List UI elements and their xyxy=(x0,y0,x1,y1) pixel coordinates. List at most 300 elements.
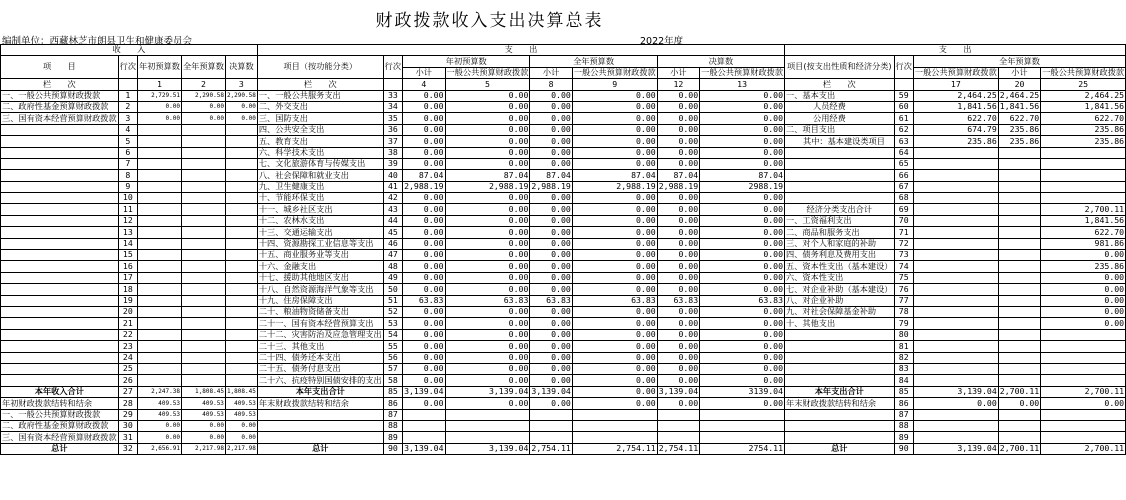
amount-cell: 0.00 xyxy=(572,284,657,295)
amount-cell: 0.00 xyxy=(572,147,657,158)
amount-cell: 0.00 xyxy=(403,215,445,226)
row-number: 57 xyxy=(383,363,402,374)
amount-cell: 0.00 xyxy=(403,147,445,158)
amount-cell xyxy=(1041,329,1126,340)
row-number: 49 xyxy=(383,272,402,283)
row-number: 71 xyxy=(894,227,913,238)
row-number: 5 xyxy=(118,136,137,147)
column-row-label: 栏 次 xyxy=(1,79,119,90)
amount-cell: 0.00 xyxy=(1041,318,1126,329)
amount-cell: 0.00 xyxy=(530,352,572,363)
amount-cell xyxy=(1041,341,1126,352)
amount-cell xyxy=(913,193,998,204)
amount-cell: 0.00 xyxy=(225,420,257,431)
amount-cell xyxy=(913,363,998,374)
table-row xyxy=(1,352,1126,363)
amount-cell: 0.00 xyxy=(445,272,530,283)
row-label xyxy=(785,420,894,431)
amount-cell: 2,988.19 xyxy=(572,181,657,192)
row-number: 76 xyxy=(894,284,913,295)
amount-cell xyxy=(913,341,998,352)
amount-cell xyxy=(1041,409,1126,420)
amount-cell: 0.00 xyxy=(530,136,572,147)
item-header: 项 目 xyxy=(1,56,119,79)
amount-cell xyxy=(913,375,998,386)
amount-cell: 3139.04 xyxy=(700,386,785,397)
amount-cell xyxy=(998,238,1040,249)
amount-cell: 0.00 xyxy=(530,227,572,238)
row-number: 16 xyxy=(118,261,137,272)
amount-cell: 409.53 xyxy=(138,398,182,409)
amount-cell: 0.00 xyxy=(403,136,445,147)
row-number: 17 xyxy=(118,272,137,283)
row-no-header-2: 行次 xyxy=(383,56,402,79)
col-no-2: 2 xyxy=(181,79,225,90)
amount-cell: 0.00 xyxy=(572,341,657,352)
amount-cell: 87.04 xyxy=(700,170,785,181)
amount-cell xyxy=(225,215,257,226)
amount-cell: 0.00 xyxy=(445,215,530,226)
row-number: 58 xyxy=(383,375,402,386)
report-year: 2022年度 xyxy=(640,36,684,47)
amount-cell xyxy=(657,420,699,431)
amount-cell: 0.00 xyxy=(181,432,225,443)
amount-cell: 1,841.56 xyxy=(999,101,1040,112)
amount-cell xyxy=(998,409,1040,420)
amount-cell: 0.00 xyxy=(572,101,657,112)
amount-cell: 2,290.58 xyxy=(181,90,225,101)
table-row xyxy=(1,386,1126,397)
amount-cell xyxy=(700,409,785,420)
amount-cell: 2,656.91 xyxy=(138,443,182,454)
amount-cell xyxy=(225,295,257,306)
amount-cell xyxy=(998,329,1040,340)
row-number: 73 xyxy=(894,250,913,261)
row-number: 54 xyxy=(383,329,402,340)
row-label: 总计 xyxy=(785,443,894,454)
amount-cell: 0.00 xyxy=(181,113,225,124)
row-number: 34 xyxy=(383,101,402,112)
amount-cell: 0.00 xyxy=(572,136,657,147)
row-label xyxy=(1,250,119,261)
amount-cell: 0.00 xyxy=(403,90,445,101)
table-row xyxy=(1,341,1126,352)
row-number: 7 xyxy=(118,158,137,169)
row-label xyxy=(1,238,119,249)
amount-cell xyxy=(913,295,998,306)
amount-cell xyxy=(913,250,998,261)
amount-cell xyxy=(138,363,182,374)
amount-cell xyxy=(181,250,225,261)
amount-cell: 0.00 xyxy=(530,306,572,317)
table-row xyxy=(1,306,1126,317)
row-number: 67 xyxy=(894,181,913,192)
table-row xyxy=(1,158,1126,169)
row-label: 二十五、债务付息支出 xyxy=(257,363,383,374)
amount-cell: 0.00 xyxy=(445,284,530,295)
amount-cell: 0.00 xyxy=(572,238,657,249)
amount-cell: 0.00 xyxy=(657,193,699,204)
amount-cell: 1,808.45 xyxy=(225,386,257,397)
table-row xyxy=(1,284,1126,295)
amount-cell xyxy=(225,204,257,215)
amount-cell: 0.00 xyxy=(572,272,657,283)
amount-cell: 0.00 xyxy=(445,318,530,329)
row-label: 七、对企业补助（基本建设） xyxy=(786,283,893,294)
amount-cell: 235.86 xyxy=(998,136,1040,147)
amount-cell xyxy=(225,170,257,181)
budget-table xyxy=(0,44,1126,455)
amount-cell: 0.00 xyxy=(225,432,257,443)
amount-cell xyxy=(225,193,257,204)
amount-cell: 63.83 xyxy=(657,295,699,306)
amount-cell: 0.00 xyxy=(700,136,785,147)
amount-cell xyxy=(138,306,182,317)
init-budget-header: 年初预算数 xyxy=(138,56,182,79)
amount-cell xyxy=(181,170,225,181)
col-no-4: 4 xyxy=(403,79,445,90)
amount-cell: 409.53 xyxy=(138,409,182,420)
row-label: 十五、商业服务业等支出 xyxy=(257,250,383,261)
amount-cell: 0.00 xyxy=(572,124,657,135)
amount-cell: 0.00 xyxy=(530,261,572,272)
amount-cell: 0.00 xyxy=(403,238,445,249)
row-label xyxy=(1,329,119,340)
col-no-9: 9 xyxy=(572,79,657,90)
amount-cell xyxy=(657,432,699,443)
row-label xyxy=(1,215,119,226)
amount-cell: 0.00 xyxy=(445,261,530,272)
row-label xyxy=(1,204,119,215)
amount-cell: 0.00 xyxy=(700,101,785,112)
row-label: 九、对社会保障基金补助 xyxy=(785,306,894,317)
amount-cell: 0.00 xyxy=(138,113,182,124)
amount-cell: 0.00 xyxy=(572,261,657,272)
row-number: 51 xyxy=(383,295,402,306)
amount-cell xyxy=(138,375,182,386)
amount-cell xyxy=(225,318,257,329)
amount-cell: 235.86 xyxy=(1041,261,1126,272)
amount-cell xyxy=(138,341,182,352)
row-number: 11 xyxy=(118,204,137,215)
amount-cell: 0.00 xyxy=(700,113,785,124)
amount-cell: 0.00 xyxy=(445,250,530,261)
amount-cell: 0.00 xyxy=(700,227,785,238)
amount-cell: 0.00 xyxy=(445,158,530,169)
column-row-blank-3 xyxy=(894,79,913,90)
amount-cell: 0.00 xyxy=(572,158,657,169)
table-row xyxy=(1,363,1126,374)
row-label: 七、文化旅游体育与传媒支出 xyxy=(257,158,383,169)
amount-cell: 0.00 xyxy=(403,352,445,363)
amount-cell: 0.00 xyxy=(700,306,785,317)
amount-cell xyxy=(225,306,257,317)
amount-cell: 0.00 xyxy=(530,90,572,101)
amount-cell xyxy=(138,124,182,135)
amount-cell: 0.00 xyxy=(657,363,699,374)
row-number: 1 xyxy=(118,90,137,101)
amount-cell: 0.00 xyxy=(572,375,657,386)
row-number: 40 xyxy=(383,170,402,181)
table-row xyxy=(1,193,1126,204)
amount-cell: 0.00 xyxy=(700,284,785,295)
amount-cell: 0.00 xyxy=(225,113,257,124)
row-number: 89 xyxy=(383,432,402,443)
gen-budget-header: 一般公共预算财政拨款 xyxy=(701,67,784,78)
amount-cell: 0.00 xyxy=(445,113,530,124)
table-row xyxy=(1,204,1126,215)
row-label xyxy=(1,147,119,158)
amount-cell xyxy=(181,363,225,374)
amount-cell xyxy=(225,375,257,386)
row-number: 53 xyxy=(383,318,402,329)
amount-cell xyxy=(998,352,1040,363)
row-label: 十八、自然资源海洋气象等支出 xyxy=(257,284,383,295)
amount-cell: 0.00 xyxy=(572,318,657,329)
amount-cell: 2,988.19 xyxy=(658,181,699,192)
amount-cell xyxy=(998,318,1040,329)
amount-cell xyxy=(225,329,257,340)
row-label: 公用经费 xyxy=(785,113,894,124)
col-no-3: 3 xyxy=(225,79,257,90)
row-label: 三、国防支出 xyxy=(257,113,383,124)
amount-cell xyxy=(1041,170,1126,181)
row-label: 经济分类支出合计 xyxy=(785,204,894,215)
row-label xyxy=(785,363,894,374)
amount-cell xyxy=(138,238,182,249)
amount-cell: 3,139.04 xyxy=(404,386,444,397)
final-group: 决算数 xyxy=(657,56,784,67)
amount-cell xyxy=(1041,181,1126,192)
full-budget-header: 全年预算数 xyxy=(181,56,225,79)
row-number: 24 xyxy=(118,352,137,363)
table-row xyxy=(1,147,1126,158)
amount-cell xyxy=(913,420,998,431)
row-label: 二、政府性基金预算财政拨款 xyxy=(1,420,119,431)
amount-cell xyxy=(138,227,182,238)
amount-cell: 63.83 xyxy=(530,295,572,306)
amount-cell: 0.00 xyxy=(530,204,572,215)
amount-cell xyxy=(225,158,257,169)
amount-cell xyxy=(138,295,182,306)
amount-cell: 235.86 xyxy=(998,124,1040,135)
subtotal-header: 小计 xyxy=(530,67,572,78)
row-label xyxy=(1,170,119,181)
row-label xyxy=(1,363,119,374)
row-no-header-3: 行次 xyxy=(894,56,913,79)
row-label: 十、其他支出 xyxy=(785,318,894,329)
amount-cell: 235.86 xyxy=(1041,136,1126,147)
col-no-12: 12 xyxy=(657,79,699,90)
amount-cell: 0.00 xyxy=(530,238,572,249)
amount-cell: 0.00 xyxy=(700,341,785,352)
amount-cell xyxy=(1041,420,1126,431)
row-label xyxy=(1,158,119,169)
row-label xyxy=(785,147,894,158)
table-row xyxy=(1,420,1126,431)
amount-cell: 622.70 xyxy=(1041,227,1126,238)
row-number: 9 xyxy=(118,181,137,192)
amount-cell: 2,700.11 xyxy=(999,386,1040,397)
row-number: 8 xyxy=(118,170,137,181)
header-row-2 xyxy=(1,56,1126,67)
row-label xyxy=(785,158,894,169)
table-row xyxy=(1,295,1126,306)
amount-cell: 0.00 xyxy=(403,204,445,215)
amount-cell: 2,754.11 xyxy=(572,443,657,454)
amount-cell: 622.70 xyxy=(998,113,1040,124)
row-number: 52 xyxy=(383,306,402,317)
amount-cell xyxy=(181,261,225,272)
amount-cell xyxy=(998,295,1040,306)
row-label xyxy=(1,318,119,329)
amount-cell: 2,217.98 xyxy=(225,443,257,454)
amount-cell: 0.00 xyxy=(700,250,785,261)
amount-cell: 0.00 xyxy=(572,90,657,101)
row-label xyxy=(257,420,383,431)
amount-cell: 409.53 xyxy=(225,409,257,420)
amount-cell xyxy=(1041,158,1126,169)
row-label xyxy=(785,181,894,192)
row-label: 五、资本性支出（基本建设） xyxy=(786,260,893,271)
amount-cell: 0.00 xyxy=(445,193,530,204)
amount-cell xyxy=(1041,147,1126,158)
amount-cell: 0.00 xyxy=(572,386,657,397)
amount-cell xyxy=(445,409,530,420)
row-number: 3 xyxy=(118,113,137,124)
amount-cell: 0.00 xyxy=(445,306,530,317)
amount-cell: 0.00 xyxy=(657,90,699,101)
row-label: 二十一、国有资本经营预算支出 xyxy=(257,318,383,329)
row-label xyxy=(785,432,894,443)
amount-cell: 3,139.04 xyxy=(913,386,998,397)
amount-cell: 0.00 xyxy=(445,329,530,340)
amount-cell xyxy=(225,124,257,135)
amount-cell xyxy=(913,158,998,169)
amount-cell: 0.00 xyxy=(530,193,572,204)
table-row xyxy=(1,432,1126,443)
amount-cell xyxy=(181,193,225,204)
amount-cell xyxy=(138,170,182,181)
amount-cell: 2,754.11 xyxy=(658,443,699,454)
amount-cell xyxy=(181,124,225,135)
amount-cell: 0.00 xyxy=(403,284,445,295)
row-label: 二十六、抗疫特别国债安排的支出 xyxy=(258,374,382,385)
amount-cell: 0.00 xyxy=(403,250,445,261)
row-label: 十六、金融支出 xyxy=(257,261,383,272)
amount-cell: 0.00 xyxy=(445,363,530,374)
row-label xyxy=(1,375,119,386)
amount-cell: 0.00 xyxy=(700,147,785,158)
amount-cell: 0.00 xyxy=(403,124,445,135)
row-label xyxy=(785,375,894,386)
row-number: 50 xyxy=(383,284,402,295)
row-number: 84 xyxy=(894,375,913,386)
amount-cell: 0.00 xyxy=(657,306,699,317)
row-label: 二十、粮油物资储备支出 xyxy=(257,306,383,317)
row-number: 69 xyxy=(894,204,913,215)
row-label xyxy=(1,341,119,352)
gen-budget-header: 一般公共预算财政拨款 xyxy=(1042,67,1125,78)
row-label: 三、国有资本经营预算财政拨款 xyxy=(2,431,117,442)
amount-cell xyxy=(998,227,1040,238)
column-row-blank xyxy=(118,79,137,90)
amount-cell: 0.00 xyxy=(1041,295,1126,306)
amount-cell xyxy=(225,261,257,272)
income-header: 收 入 xyxy=(1,45,258,56)
final-header: 决算数 xyxy=(225,56,257,79)
amount-cell xyxy=(181,306,225,317)
amount-cell: 2,988.19 xyxy=(404,181,444,192)
subtotal-header: 小计 xyxy=(657,67,699,78)
amount-cell xyxy=(138,352,182,363)
row-label xyxy=(785,170,894,181)
row-label: 其中：基本建设类项目 xyxy=(785,136,894,147)
amount-cell xyxy=(998,363,1040,374)
amount-cell: 0.00 xyxy=(998,398,1040,409)
amount-cell: 0.00 xyxy=(657,215,699,226)
table-row xyxy=(1,227,1126,238)
amount-cell xyxy=(138,261,182,272)
row-number: 75 xyxy=(894,272,913,283)
amount-cell: 0.00 xyxy=(530,113,572,124)
amount-cell: 0.00 xyxy=(700,398,785,409)
amount-cell: 0.00 xyxy=(657,341,699,352)
row-number: 88 xyxy=(383,420,402,431)
amount-cell xyxy=(1041,193,1126,204)
row-number: 63 xyxy=(894,136,913,147)
amount-cell xyxy=(403,432,445,443)
row-number: 77 xyxy=(894,295,913,306)
gen-budget-header: 一般公共预算财政拨款 xyxy=(573,67,656,78)
amount-cell: 0.00 xyxy=(700,204,785,215)
table-row xyxy=(1,409,1126,420)
amount-cell: 0.00 xyxy=(572,113,657,124)
amount-cell xyxy=(181,215,225,226)
amount-cell xyxy=(913,432,998,443)
row-number: 72 xyxy=(894,238,913,249)
amount-cell: 0.00 xyxy=(530,375,572,386)
amount-cell: 0.00 xyxy=(138,432,182,443)
row-label xyxy=(257,409,383,420)
amount-cell xyxy=(913,227,998,238)
amount-cell: 0.00 xyxy=(403,375,445,386)
table-row xyxy=(1,181,1126,192)
row-label: 二十三、其他支出 xyxy=(257,341,383,352)
col-no-25: 25 xyxy=(1041,79,1126,90)
amount-cell xyxy=(445,420,530,431)
row-number: 25 xyxy=(118,363,137,374)
subtotal-header: 小计 xyxy=(998,67,1040,78)
row-label xyxy=(785,352,894,363)
amount-cell: 0.00 xyxy=(445,136,530,147)
row-number: 87 xyxy=(383,409,402,420)
amount-cell: 0.00 xyxy=(530,329,572,340)
amount-cell: 2,247.38 xyxy=(138,386,182,397)
row-label xyxy=(1,352,119,363)
table-row xyxy=(1,272,1126,283)
amount-cell xyxy=(998,170,1040,181)
row-label: 三、对个人和家庭的补助 xyxy=(785,238,894,249)
row-number: 43 xyxy=(383,204,402,215)
amount-cell: 0.00 xyxy=(700,158,785,169)
row-number: 90 xyxy=(894,443,913,454)
amount-cell xyxy=(913,306,998,317)
row-number: 33 xyxy=(383,90,402,101)
table-row xyxy=(1,113,1126,124)
amount-cell: 0.00 xyxy=(657,272,699,283)
row-number: 13 xyxy=(118,227,137,238)
